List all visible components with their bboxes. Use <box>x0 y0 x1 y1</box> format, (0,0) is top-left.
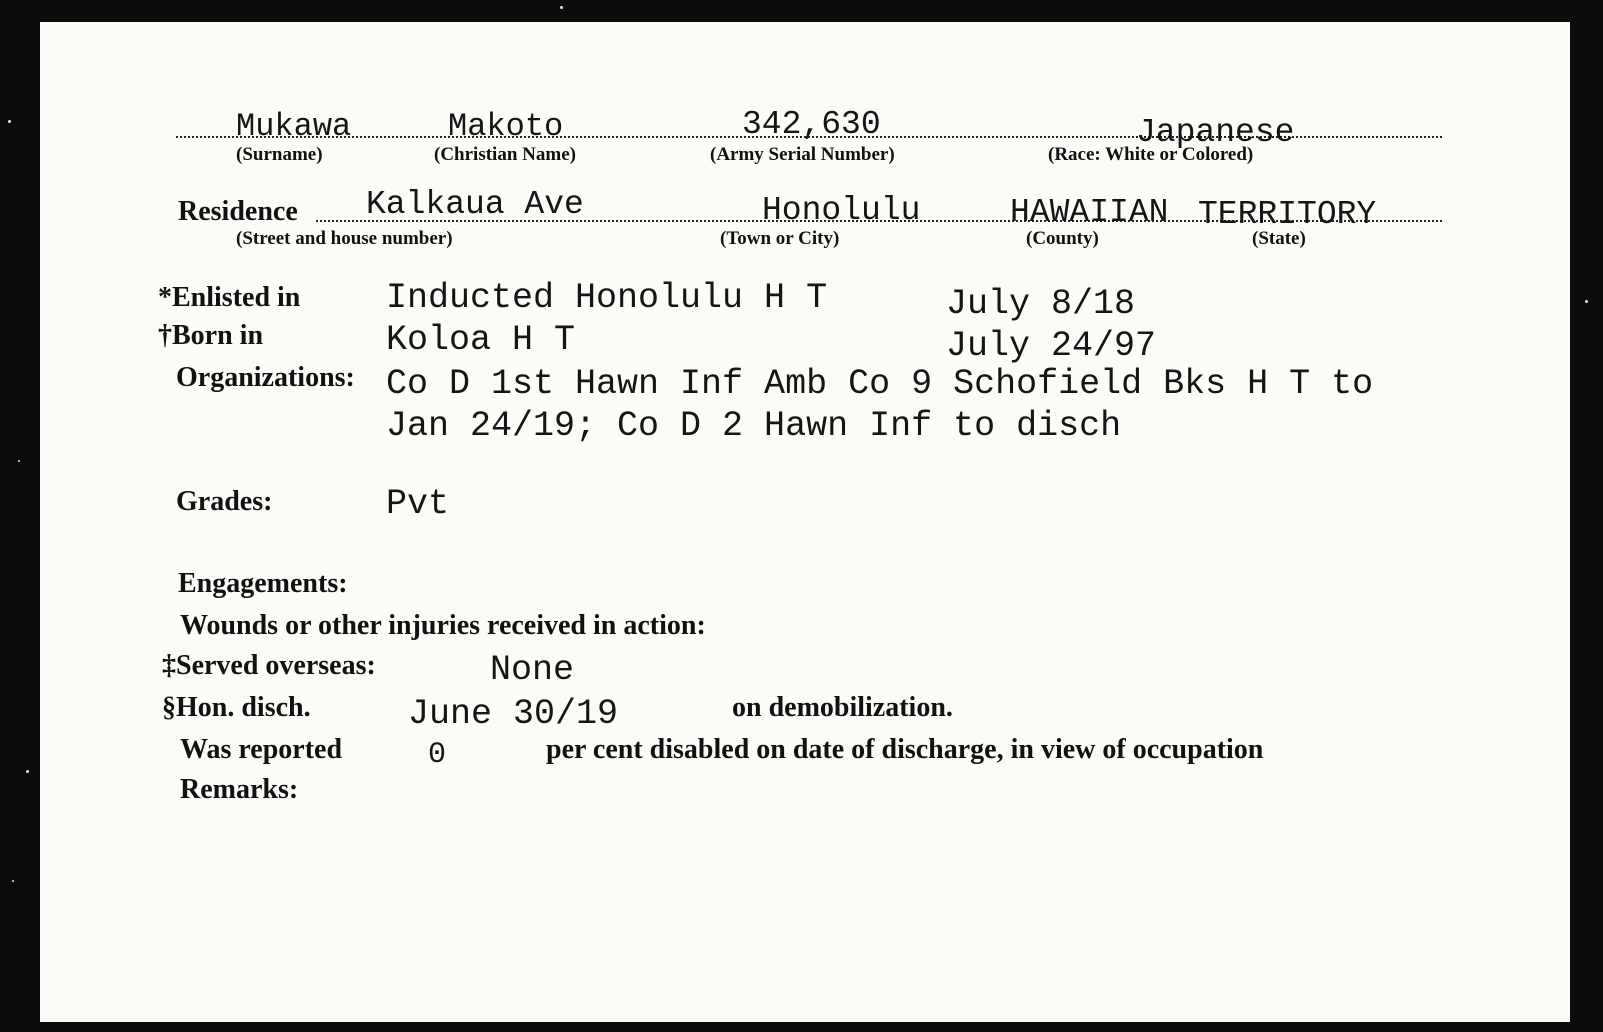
race-caption: (Race: White or Colored) <box>1048 144 1254 165</box>
organizations-line-2: Jan 24/19; Co D 2 Hawn Inf to disch <box>386 406 1122 446</box>
disability-suffix: per cent disabled on date of discharge, in view of occupation <box>546 734 1264 765</box>
wounds-label: Wounds or other injuries received in action: <box>180 610 706 641</box>
organizations-line-1: Co D 1st Hawn Inf Amb Co 9 Schofield Bks H T to <box>386 364 1374 404</box>
born-label: †Born in <box>158 320 264 351</box>
scan-speck <box>18 460 20 462</box>
serial-number-value: 342,630 <box>742 106 881 143</box>
disability-value: 0 <box>428 738 447 772</box>
serial-number-caption: (Army Serial Number) <box>710 144 895 165</box>
enlisted-place: Inducted Honolulu H T <box>386 278 828 318</box>
state-caption: (State) <box>1252 228 1306 249</box>
christian-name-caption: (Christian Name) <box>434 144 576 165</box>
christian-name-value: Makoto <box>448 108 564 145</box>
enlisted-label: *Enlisted in <box>158 282 301 313</box>
surname-value: Mukawa <box>236 108 352 145</box>
scan-speck <box>26 770 29 773</box>
state-value: TERRITORY <box>1198 196 1377 233</box>
hon-disch-label: §Hon. disch. <box>162 692 311 723</box>
disability-label: Was reported <box>180 734 343 765</box>
scan-speck <box>560 6 563 9</box>
county-caption: (County) <box>1026 228 1099 249</box>
town-caption: (Town or City) <box>720 228 840 249</box>
town-value: Honolulu <box>762 192 921 229</box>
street-caption: (Street and house number) <box>236 228 453 249</box>
served-overseas-label: ‡Served overseas: <box>162 650 376 681</box>
born-place: Koloa H T <box>386 320 576 360</box>
scan-speck <box>12 880 14 882</box>
hon-disch-date: June 30/19 <box>408 694 619 734</box>
residence-label: Residence <box>178 196 298 227</box>
engagements-label: Engagements: <box>178 568 348 599</box>
county-value: HAWAIIAN <box>1010 194 1169 231</box>
hon-disch-suffix: on demobilization. <box>732 692 953 723</box>
grades-label: Grades: <box>176 486 273 517</box>
scan-speck <box>8 120 11 123</box>
surname-caption: (Surname) <box>236 144 323 165</box>
race-value: Japanese <box>1136 114 1295 151</box>
street-value: Kalkaua Ave <box>366 186 584 223</box>
remarks-label: Remarks: <box>180 774 299 805</box>
grades-value: Pvt <box>386 484 450 524</box>
served-overseas-value: None <box>490 650 575 690</box>
organizations-label: Organizations: <box>176 362 355 393</box>
born-date: July 24/97 <box>946 326 1157 366</box>
service-record-card <box>40 22 1570 1022</box>
enlisted-date: July 8/18 <box>946 284 1136 324</box>
scan-speck <box>1585 300 1588 303</box>
